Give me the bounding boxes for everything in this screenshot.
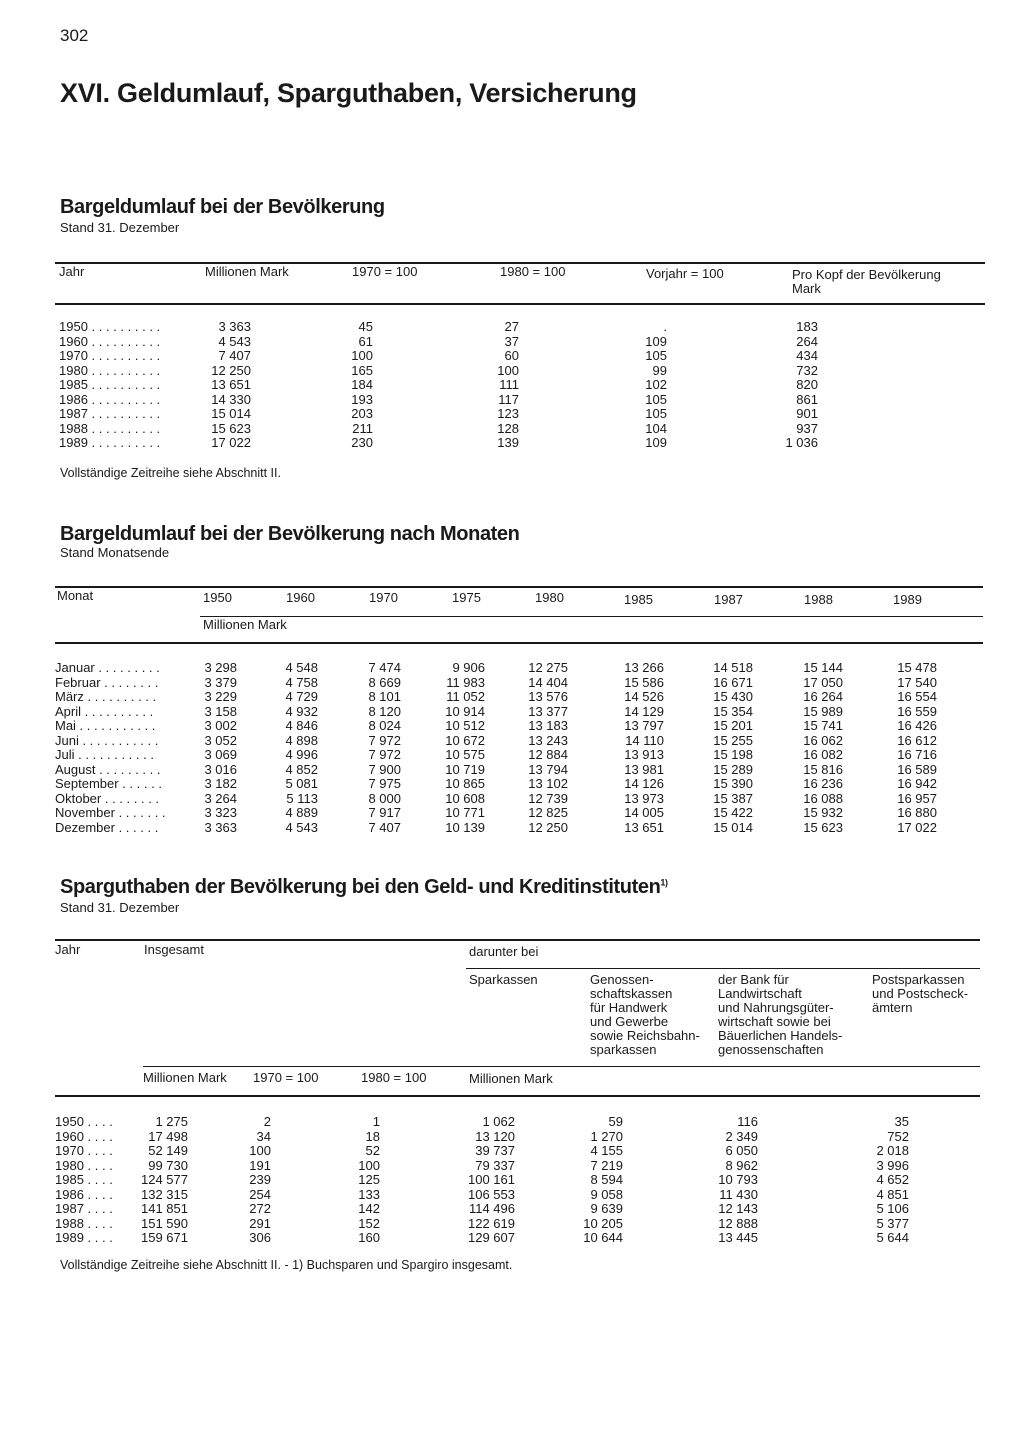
table2-header-year: 1950	[203, 590, 232, 605]
table2-header-year: 1985	[624, 592, 653, 607]
insgesamt-1980: 1	[372, 1114, 380, 1129]
chapter-title: XVI. Geldumlauf, Sparguthaben, Versicherung	[60, 78, 637, 108]
index-1970: 165	[351, 362, 373, 378]
value-1975: 10 865	[445, 776, 485, 791]
index-vorjahr: 105	[645, 348, 667, 363]
month-label: Februar . . . . . . . .	[55, 674, 159, 690]
table3-unit-mio: Millionen Mark	[143, 1070, 227, 1085]
value-1960: 4 932	[285, 703, 318, 719]
genossenschaftskassen: 10 644	[583, 1230, 623, 1245]
value-1975: 10 914	[445, 703, 485, 719]
month-label: März . . . . . . . . . .	[55, 689, 157, 704]
value-1987: 16 671	[713, 674, 753, 690]
value-1970: 8 120	[368, 703, 401, 719]
insgesamt-1970: 254	[249, 1186, 271, 1202]
value-1975: 10 608	[445, 790, 485, 806]
index-1980: 60	[504, 348, 519, 363]
index-1980: 37	[504, 333, 519, 349]
value-1987: 15 289	[713, 761, 753, 777]
value-1988: 16 088	[803, 790, 843, 806]
value-1985: 14 005	[624, 805, 664, 820]
millionen-mark: 14 330	[211, 391, 251, 407]
index-vorjahr: 109	[645, 435, 667, 450]
value-1987: 15 255	[713, 732, 753, 748]
insgesamt-1980: 125	[358, 1172, 380, 1187]
value-1985: 13 797	[624, 718, 664, 733]
table3-title	[60, 876, 668, 899]
insgesamt-mio: 159 671	[141, 1230, 188, 1245]
index-1970: 184	[351, 377, 373, 392]
value-1989: 15 478	[897, 660, 937, 675]
table3-title-text: Sparguthaben der Bevölkerung bei den Geld- und Kreditinstituten	[60, 876, 661, 898]
index-1970: 230	[351, 435, 373, 450]
bank-landwirtschaft: 12 888	[718, 1215, 758, 1231]
value-1985: 13 266	[624, 660, 664, 675]
insgesamt-1970: 291	[249, 1215, 271, 1231]
year-label: 1986 . . . . . . . . . .	[59, 391, 161, 407]
sparkassen: 39 737	[475, 1143, 515, 1158]
value-1988: 16 264	[803, 689, 843, 704]
insgesamt-1970: 34	[256, 1128, 271, 1144]
value-1980: 14 404	[528, 674, 568, 690]
value-1950: 3 016	[204, 761, 237, 777]
value-1988: 15 741	[803, 718, 843, 733]
table2-header-monat: Monat	[57, 588, 94, 603]
postsparkassen: 4 652	[876, 1172, 909, 1187]
year-label: 1986 . . . .	[55, 1186, 113, 1202]
table3-footnote: Vollständige Zeitreihe siehe Abschnitt II. - 1) Buchsparen und Spargiro insgesamt.	[60, 1258, 513, 1272]
year-label: 1987 . . . .	[55, 1201, 113, 1216]
genossenschaftskassen: 10 205	[583, 1215, 623, 1231]
value-1985: 13 913	[624, 747, 664, 762]
table2-header-year: 1970	[369, 590, 398, 605]
table1-header-rule	[55, 303, 985, 305]
table3-subheader-bank-landwirtschaft: der Bank für Landwirtschaft und Nahrungsgüter- wirtschaft sowie bei Bäuerlichen Handels- genossenschaften	[718, 972, 843, 1057]
insgesamt-1980: 133	[358, 1186, 380, 1202]
month-label: Dezember . . . . . .	[55, 819, 159, 835]
value-1950: 3 363	[204, 819, 237, 835]
bank-landwirtschaft: 2 349	[725, 1128, 758, 1144]
value-1970: 8 101	[368, 689, 401, 704]
bank-landwirtschaft: 8 962	[725, 1157, 758, 1173]
value-1980: 13 377	[528, 703, 568, 719]
value-1960: 4 548	[285, 660, 318, 675]
genossenschaftskassen: 9 639	[590, 1201, 623, 1216]
index-vorjahr: .	[663, 319, 667, 334]
index-vorjahr: 102	[645, 377, 667, 392]
year-label: 1950 . . . . . . . . . .	[59, 319, 161, 334]
value-1988: 15 623	[803, 819, 843, 835]
year-label: 1970 . . . .	[55, 1143, 113, 1158]
year-label: 1950 . . . .	[55, 1114, 113, 1129]
table3-header-jahr: Jahr	[55, 942, 81, 957]
value-1960: 4 996	[285, 747, 318, 762]
genossenschaftskassen: 59	[608, 1114, 623, 1129]
pro-kopf: 1 036	[785, 435, 818, 450]
bank-landwirtschaft: 12 143	[718, 1201, 758, 1216]
millionen-mark: 3 363	[218, 319, 251, 334]
postsparkassen: 35	[894, 1114, 909, 1129]
postsparkassen: 752	[887, 1128, 909, 1144]
value-1960: 4 729	[285, 689, 318, 704]
index-1980: 100	[497, 362, 519, 378]
sparkassen: 1 062	[482, 1114, 515, 1129]
value-1987: 15 422	[713, 805, 753, 820]
value-1980: 13 576	[528, 689, 568, 704]
bank-landwirtschaft: 10 793	[718, 1172, 758, 1187]
table3-subheader-rule	[143, 1066, 980, 1067]
index-1970: 45	[358, 319, 373, 334]
insgesamt-1970: 191	[249, 1157, 271, 1173]
bank-landwirtschaft: 6 050	[725, 1143, 758, 1158]
index-vorjahr: 109	[645, 333, 667, 349]
value-1970: 7 972	[368, 747, 401, 762]
value-1975: 10 719	[445, 761, 485, 777]
table1-subtitle: Stand 31. Dezember	[60, 220, 180, 235]
table3-top-rule	[55, 939, 980, 941]
value-1960: 4 543	[285, 819, 318, 835]
index-1970: 100	[351, 348, 373, 363]
index-vorjahr: 105	[645, 406, 667, 421]
value-1988: 15 144	[803, 660, 843, 675]
value-1975: 10 672	[445, 732, 485, 748]
genossenschaftskassen: 9 058	[590, 1186, 623, 1202]
postsparkassen: 5 644	[876, 1230, 909, 1245]
value-1988: 16 236	[803, 776, 843, 791]
index-1980: 128	[497, 420, 519, 436]
pro-kopf: 264	[796, 333, 818, 349]
table3-subheader-postsparkassen: Postsparkassen und Postscheck- ämtern	[872, 972, 969, 1015]
value-1988: 16 082	[803, 747, 843, 762]
table2-header-year: 1988	[804, 592, 833, 607]
sparkassen: 129 607	[468, 1230, 515, 1245]
value-1985: 15 586	[624, 674, 664, 690]
bank-landwirtschaft: 11 430	[719, 1186, 758, 1202]
insgesamt-1970: 239	[249, 1172, 271, 1187]
table2-header-year: 1989	[893, 592, 922, 607]
month-label: Mai . . . . . . . . . . .	[55, 718, 156, 733]
postsparkassen: 4 851	[876, 1186, 909, 1202]
insgesamt-mio: 17 498	[148, 1128, 188, 1144]
table2-header-year: 1980	[535, 590, 564, 605]
table1-header-1970: 1970 = 100	[352, 264, 418, 279]
value-1988: 17 050	[803, 674, 843, 690]
genossenschaftskassen: 8 594	[590, 1172, 623, 1187]
index-vorjahr: 99	[652, 362, 667, 378]
table2-header-year: 1987	[714, 592, 743, 607]
value-1950: 3 323	[204, 805, 237, 820]
year-label: 1985 . . . . . . . . . .	[59, 377, 161, 392]
value-1985: 13 651	[624, 819, 664, 835]
sparkassen: 114 496	[468, 1201, 515, 1216]
year-label: 1960 . . . . . . . . . .	[59, 333, 161, 349]
value-1980: 12 825	[528, 805, 568, 820]
table2-year-rule	[200, 616, 983, 617]
bank-landwirtschaft: 116	[737, 1114, 758, 1129]
value-1987: 15 390	[713, 776, 753, 791]
value-1975: 11 052	[446, 689, 485, 704]
millionen-mark: 7 407	[218, 348, 251, 363]
value-1989: 16 589	[897, 761, 937, 777]
insgesamt-1970: 2	[263, 1114, 271, 1129]
value-1987: 15 354	[713, 703, 753, 719]
genossenschaftskassen: 7 219	[590, 1157, 623, 1173]
genossenschaftskassen: 1 270	[590, 1128, 623, 1144]
index-1980: 117	[498, 391, 519, 407]
year-label: 1985 . . . .	[55, 1172, 113, 1187]
value-1950: 3 002	[204, 718, 237, 733]
value-1987: 15 201	[713, 718, 753, 733]
value-1960: 4 852	[285, 761, 318, 777]
value-1989: 16 612	[897, 732, 937, 748]
value-1960: 5 113	[286, 790, 318, 806]
year-label: 1960 . . . .	[55, 1128, 113, 1144]
sparkassen: 100 161	[468, 1172, 515, 1187]
table3-subtitle: Stand 31. Dezember	[60, 900, 180, 915]
value-1970: 7 975	[368, 776, 401, 791]
month-label: November . . . . . . .	[55, 805, 166, 820]
index-1970: 61	[358, 333, 373, 349]
index-1970: 193	[351, 391, 373, 407]
value-1987: 15 198	[713, 747, 753, 762]
value-1960: 4 898	[285, 732, 318, 748]
value-1975: 9 906	[452, 660, 485, 675]
value-1980: 13 183	[528, 718, 568, 733]
value-1970: 8 024	[368, 718, 401, 733]
index-1980: 123	[497, 406, 519, 421]
value-1975: 10 139	[445, 819, 485, 835]
value-1975: 11 983	[446, 674, 485, 690]
table3-subheader-sparkassen: Sparkassen	[469, 972, 538, 987]
insgesamt-1970: 272	[249, 1201, 271, 1216]
table3-unit-mio-darunter: Millionen Mark	[469, 1071, 553, 1086]
value-1985: 14 126	[624, 776, 664, 791]
table3-darunter-rule	[466, 968, 980, 969]
insgesamt-mio: 1 275	[155, 1114, 188, 1129]
value-1989: 16 957	[897, 790, 937, 806]
table3-subheader-genossenschaftskassen: Genossen- schaftskassen für Handwerk und Gewerbe sowie Reichsbahn- sparkassen	[590, 972, 700, 1057]
millionen-mark: 15 623	[211, 420, 251, 436]
value-1960: 5 081	[285, 776, 318, 791]
year-label: 1988 . . . .	[55, 1215, 113, 1231]
month-label: Juni . . . . . . . . . . .	[55, 732, 159, 748]
insgesamt-1970: 100	[249, 1143, 271, 1158]
table1-header-1980: 1980 = 100	[500, 264, 566, 279]
value-1970: 7 972	[368, 732, 401, 748]
value-1988: 15 932	[803, 805, 843, 820]
value-1988: 16 062	[803, 732, 843, 748]
value-1950: 3 182	[204, 776, 237, 791]
value-1960: 4 846	[285, 718, 318, 733]
value-1985: 14 129	[624, 703, 664, 719]
value-1989: 16 942	[897, 776, 937, 791]
year-label: 1970 . . . . . . . . . .	[59, 348, 161, 363]
sparkassen: 79 337	[475, 1157, 515, 1173]
sparkassen: 106 553	[468, 1186, 515, 1202]
pro-kopf: 183	[796, 319, 818, 334]
value-1950: 3 229	[204, 689, 237, 704]
table1-footnote: Vollständige Zeitreihe siehe Abschnitt II.	[60, 466, 281, 480]
value-1950: 3 379	[204, 674, 237, 690]
value-1980: 12 884	[528, 747, 568, 762]
genossenschaftskassen: 4 155	[590, 1143, 623, 1158]
table2-header-year: 1975	[452, 590, 481, 605]
value-1987: 14 518	[713, 660, 753, 675]
millionen-mark: 15 014	[211, 406, 251, 421]
value-1980: 13 243	[528, 732, 568, 748]
month-label: April . . . . . . . . . .	[55, 703, 154, 719]
index-vorjahr: 104	[645, 420, 667, 436]
value-1987: 15 387	[713, 790, 753, 806]
year-label: 1989 . . . . . . . . . .	[59, 435, 161, 450]
value-1950: 3 052	[204, 732, 237, 748]
millionen-mark: 17 022	[211, 435, 251, 450]
table2-header-rule	[55, 642, 983, 644]
value-1987: 15 430	[713, 689, 753, 704]
insgesamt-1980: 142	[358, 1201, 380, 1216]
table2-title: Bargeldumlauf bei der Bevölkerung nach Monaten	[60, 523, 520, 545]
value-1970: 7 474	[368, 660, 401, 675]
value-1980: 12 275	[528, 660, 568, 675]
postsparkassen: 5 377	[876, 1215, 909, 1231]
insgesamt-1980: 160	[358, 1230, 380, 1245]
index-1970: 203	[351, 406, 373, 421]
table2-header-year: 1960	[286, 590, 315, 605]
table3-header-rule	[55, 1095, 980, 1097]
table1-header-vorjahr: Vorjahr = 100	[646, 266, 724, 281]
table2-top-rule	[55, 586, 983, 588]
postsparkassen: 5 106	[876, 1201, 909, 1216]
pro-kopf: 861	[796, 391, 818, 407]
value-1980: 13 102	[528, 776, 568, 791]
bank-landwirtschaft: 13 445	[718, 1230, 758, 1245]
table1-header-mio: Millionen Mark	[205, 264, 289, 279]
postsparkassen: 2 018	[876, 1143, 909, 1158]
pro-kopf: 937	[796, 420, 818, 436]
insgesamt-mio: 132 315	[141, 1186, 188, 1202]
table1-header-jahr: Jahr	[59, 264, 85, 279]
table2-subtitle: Stand Monatsende	[60, 545, 170, 560]
value-1989: 16 426	[897, 718, 937, 733]
postsparkassen: 3 996	[876, 1157, 909, 1173]
value-1989: 17 540	[897, 674, 937, 690]
year-label: 1989 . . . .	[55, 1230, 113, 1245]
index-1970: 211	[352, 420, 373, 436]
table1-title: Bargeldumlauf bei der Bevölkerung	[60, 196, 385, 218]
table3-unit-1970: 1970 = 100	[253, 1070, 319, 1085]
table3-header-darunter: darunter bei	[469, 944, 539, 959]
millionen-mark: 4 543	[218, 333, 251, 349]
insgesamt-mio: 52 149	[148, 1143, 188, 1158]
year-label: 1987 . . . . . . . . . .	[59, 406, 161, 421]
value-1975: 10 575	[445, 747, 485, 762]
value-1960: 4 758	[285, 674, 318, 690]
value-1970: 7 900	[368, 761, 401, 777]
year-label: 1980 . . . .	[55, 1157, 113, 1173]
month-label: Juli . . . . . . . . . . .	[55, 747, 154, 762]
insgesamt-mio: 141 851	[141, 1201, 188, 1216]
table2-unit: Millionen Mark	[203, 617, 287, 632]
month-label: September . . . . . .	[55, 776, 162, 791]
month-label: August . . . . . . . . .	[55, 761, 161, 777]
table1-header-prokopf: Pro Kopf der Bevölkerung Mark	[792, 267, 941, 296]
index-vorjahr: 105	[645, 391, 667, 407]
value-1988: 15 989	[803, 703, 843, 719]
insgesamt-1970: 306	[249, 1230, 271, 1245]
value-1970: 7 407	[368, 819, 401, 835]
value-1950: 3 158	[204, 703, 237, 719]
month-label: Januar . . . . . . . . .	[55, 660, 160, 675]
month-label: Oktober . . . . . . . .	[55, 790, 160, 806]
value-1970: 8 000	[368, 790, 401, 806]
value-1989: 16 554	[897, 689, 937, 704]
value-1980: 12 250	[528, 819, 568, 835]
value-1980: 13 794	[528, 761, 568, 777]
insgesamt-mio: 99 730	[148, 1157, 188, 1173]
value-1950: 3 298	[204, 660, 237, 675]
page-number: 302	[60, 26, 89, 45]
sparkassen: 13 120	[475, 1128, 515, 1144]
millionen-mark: 12 250	[211, 362, 251, 378]
value-1985: 14 526	[624, 689, 664, 704]
value-1988: 15 816	[803, 761, 843, 777]
insgesamt-1980: 100	[358, 1157, 380, 1173]
table3-header-insgesamt: Insgesamt	[144, 942, 204, 957]
pro-kopf: 901	[796, 406, 818, 421]
value-1985: 13 973	[624, 790, 664, 806]
value-1985: 13 981	[624, 761, 664, 777]
value-1970: 8 669	[368, 674, 401, 690]
pro-kopf: 732	[796, 362, 818, 378]
table3-unit-1980: 1980 = 100	[361, 1070, 427, 1085]
year-label: 1988 . . . . . . . . . .	[59, 420, 161, 436]
value-1975: 10 512	[445, 718, 485, 733]
value-1970: 7 917	[368, 805, 401, 820]
value-1989: 16 716	[897, 747, 937, 762]
index-1980: 111	[499, 377, 519, 392]
index-1980: 27	[504, 319, 519, 334]
value-1980: 12 739	[528, 790, 568, 806]
value-1985: 14 110	[625, 732, 664, 748]
value-1950: 3 264	[204, 790, 237, 806]
sparkassen: 122 619	[468, 1215, 515, 1231]
value-1989: 16 880	[897, 805, 937, 820]
insgesamt-mio: 124 577	[141, 1172, 188, 1187]
value-1960: 4 889	[285, 805, 318, 820]
millionen-mark: 13 651	[211, 377, 251, 392]
value-1989: 16 559	[897, 703, 937, 719]
index-1980: 139	[497, 435, 519, 450]
pro-kopf: 434	[796, 348, 818, 363]
insgesamt-1980: 18	[365, 1128, 380, 1144]
insgesamt-1980: 152	[358, 1215, 380, 1231]
table3-title-footnote-mark: 1)	[660, 877, 668, 888]
pro-kopf: 820	[796, 377, 818, 392]
insgesamt-1980: 52	[365, 1143, 380, 1158]
year-label: 1980 . . . . . . . . . .	[59, 362, 161, 378]
value-1989: 17 022	[897, 819, 937, 835]
value-1987: 15 014	[713, 819, 753, 835]
insgesamt-mio: 151 590	[141, 1215, 188, 1231]
value-1950: 3 069	[204, 747, 237, 762]
value-1975: 10 771	[445, 805, 485, 820]
